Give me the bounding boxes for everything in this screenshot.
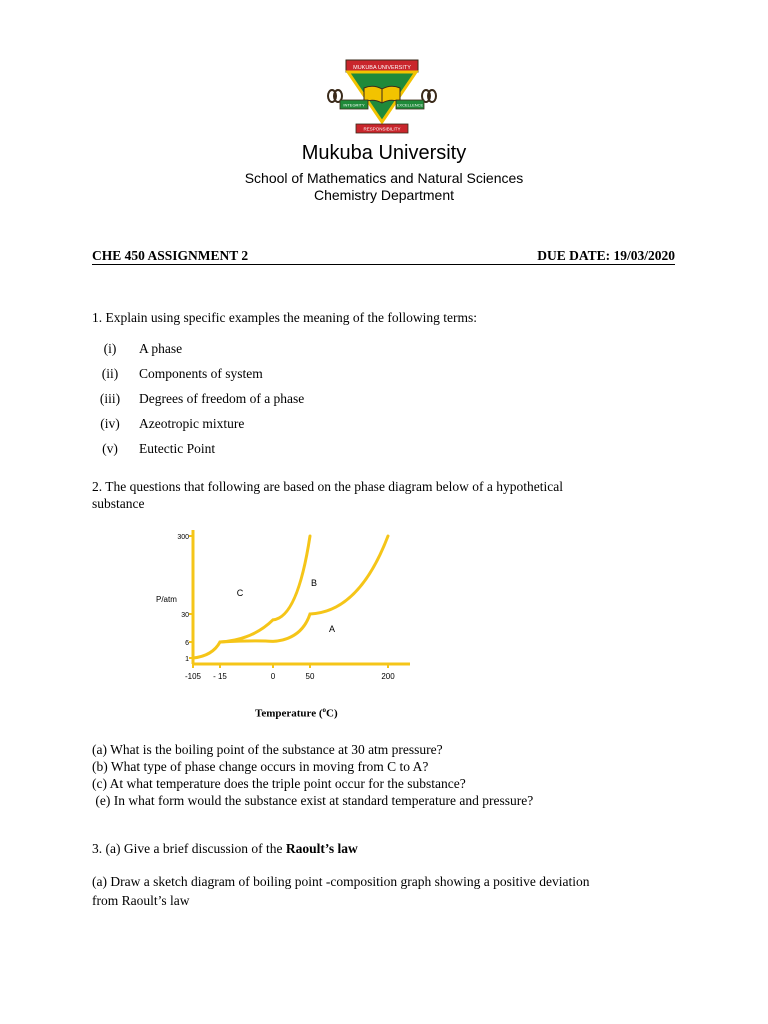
q3-sketch-line2: from Raoult’s law [92, 893, 190, 908]
region-label-b: B [310, 578, 318, 588]
x-axis-degree-sup: o [322, 706, 327, 714]
y-tick-label: 6 [185, 640, 189, 647]
term-number: (iv) [100, 416, 120, 431]
department-name: Chemistry Department [313, 187, 455, 203]
q2-prompt-line2: substance [92, 496, 145, 511]
phase-boundary-line [220, 536, 388, 642]
term-text: Components of system [139, 366, 263, 381]
chart-x-axis-title [255, 702, 338, 723]
region-label-a: A [328, 624, 336, 634]
list-item [92, 391, 492, 409]
phase-diagram-chart [156, 524, 416, 724]
school-name: School of Mathematics and Natural Sciences [244, 170, 524, 186]
term-text: Azeotropic mixture [139, 416, 245, 431]
term-number: (v) [102, 441, 118, 456]
q3-part-a-sketch [92, 872, 590, 910]
q2-subq-e: (e) In what form would the substance exist at standard temperature and pressure? [92, 793, 534, 808]
q3-part-a [92, 840, 358, 857]
q3-sketch-line1: (a) Draw a sketch diagram of boiling point -composition graph showing a positive deviation [92, 874, 590, 889]
list-item [92, 416, 492, 434]
x-tick-label: -105 [184, 672, 202, 681]
y-tick-label: 300 [177, 534, 189, 541]
y-tick-label: 30 [181, 612, 189, 619]
x-tick-label: 50 [305, 672, 315, 681]
school-department [0, 170, 768, 204]
q2-subquestions [92, 741, 533, 809]
q2-prompt [92, 478, 563, 512]
x-tick-label: - 15 [213, 672, 227, 681]
assignment-title: CHE 450 ASSIGNMENT 2 [92, 248, 249, 263]
logo-ribbon-left: INTEGRITY [343, 102, 365, 108]
term-text: Eutectic Point [139, 441, 216, 456]
q1-prompt: 1. Explain using specific examples the meaning of the following terms: [92, 310, 478, 325]
x-tick-label: 200 [381, 672, 395, 681]
x-axis-unit: C) [326, 707, 338, 720]
x-axis-title-text: Temperature ( [255, 707, 323, 720]
raoults-law-term: Raoult’s law [285, 841, 358, 856]
logo-banner-bottom: RESPONSIBILITY [363, 126, 401, 132]
logo-banner-top: MUKUBA UNIVERSITY [353, 65, 411, 71]
y-axis-label: P/atm [156, 595, 177, 604]
q2-subq-b: (b) What type of phase change occurs in moving from C to A? [92, 759, 429, 774]
university-logo [326, 56, 438, 136]
term-text: A phase [139, 341, 183, 356]
y-tick-label: 1 [185, 656, 189, 663]
term-number: (iii) [99, 391, 121, 406]
x-tick-label: 0 [270, 672, 276, 681]
q3-prompt-prefix: 3. (a) Give a brief discussion of the [92, 841, 286, 856]
term-number: (ii) [101, 366, 119, 381]
list-item [92, 366, 492, 384]
university-name: Mukuba University [301, 142, 467, 164]
q2-subq-c: (c) At what temperature does the triple point occur for the substance? [92, 776, 466, 791]
term-text: Degrees of freedom of a phase [139, 391, 305, 406]
q2-prompt-line1: 2. The questions that following are based on the phase diagram below of a hypothetical [92, 479, 563, 494]
assignment-header [92, 248, 675, 265]
due-date: DUE DATE: 19/03/2020 [537, 248, 675, 263]
list-item [92, 441, 492, 459]
region-label-c: C [236, 588, 244, 598]
logo-ribbon-right: EXCELLENCE [396, 102, 424, 108]
list-item [92, 341, 492, 359]
q2-subq-a: (a) What is the boiling point of the substance at 30 atm pressure? [92, 742, 443, 757]
term-number: (i) [103, 341, 117, 356]
